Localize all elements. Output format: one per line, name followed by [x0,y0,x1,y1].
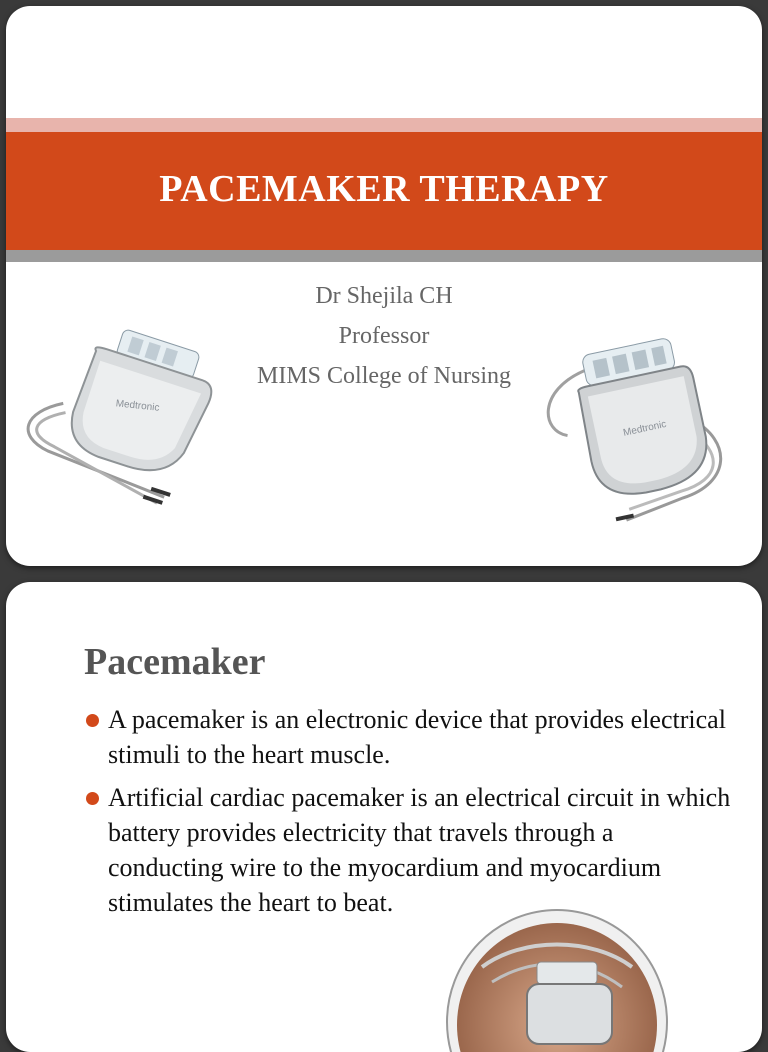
author-institution: MIMS College of Nursing [257,363,511,389]
title-band [6,132,762,250]
pacemaker-left-image [26,306,236,506]
title-slide [6,6,762,566]
bullet-dot-icon [86,792,99,805]
bullet-dot-icon [86,714,99,727]
svg-text:Medtronic: Medtronic [622,418,668,439]
implanted-pacemaker-photo [442,907,672,1052]
bullet-list [84,702,734,928]
bullet-item [84,780,734,920]
bullet-text: A pacemaker is an electronic device that provides electrical stimuli to the heart muscle. [108,705,726,769]
pacemaker-right-image [526,301,746,541]
slide-title: PACEMAKER THERAPY [159,168,609,210]
slide-heading: Pacemaker [84,641,266,683]
bullet-text: Artificial cardiac pacemaker is an electrical circuit in which battery provides electricity that travels through a conducting wire to the myocardium and myocardium stimulates the heart to beat. [108,783,731,917]
title-band-top-stripe [6,118,762,132]
author-role: Professor [338,323,430,349]
bullet-item [84,702,734,772]
author-name: Dr Shejila CH [315,283,453,309]
content-slide [6,582,762,1052]
title-band-bottom-stripe [6,250,762,262]
svg-text:Medtronic: Medtronic [115,398,160,414]
